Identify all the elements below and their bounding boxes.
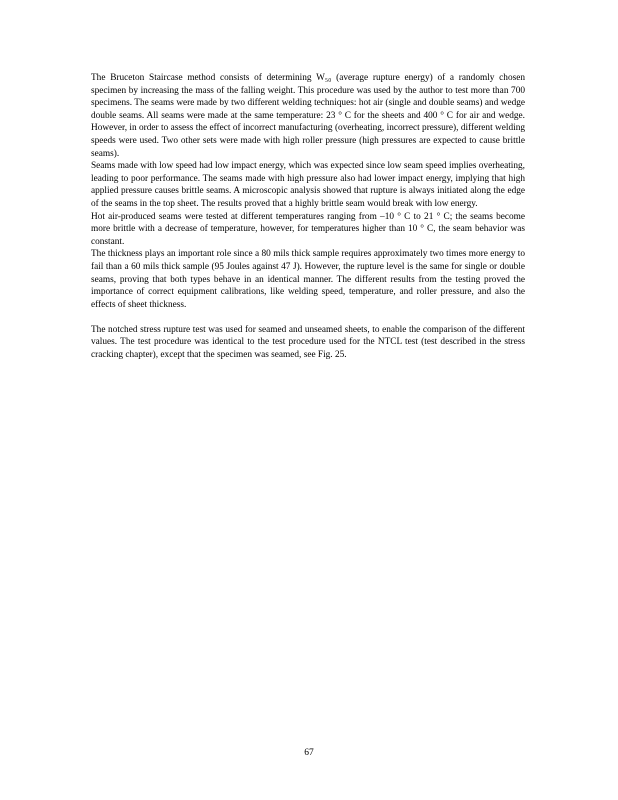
paragraph-bruceton-method: The Bruceton Staircase method consists of determining W₅₀ (average rupture energy) of a randomly chosen specimen by increasing the mass of the falling weight. This procedure was used by the author to test more than 700 specimens. The seams were made by two different welding techniques: hot air (single and double seams) and wedge double seams. All seams were made at the same temperature: 23 ° C for the sheets and 400 ° C for air and wedge. However, in order to assess the effect of incorrect manufacturing (overheating, incorrect pressure), different welding speeds were used. Two other sets were made with high roller pressure (high pressures are expected to cause brittle seams). [91,73,525,159]
paragraph-notched-stress-test: The notched stress rupture test was used for seamed and unseamed sheets, to enable the comparison of the different values. The test procedure was identical to the test procedure used for the NTCL test (test described in the stress cracking chapter), except that the specimen was seamed, see Fig. 25. [91,324,525,361]
paragraph-thickness-results: The thickness plays an important role since a 80 mils thick sample requires approximately two times more energy to fail than a 60 mils thick sample (95 Joules against 47 J). However, the rupture level is the same for single or double seams, proving that both types behave in an identical manner. The different results from the testing proved the importance of correct equipment calibrations, like welding speed, temperature, and roller pressure, and also the effects of sheet thickness. [91,249,525,310]
page-number: 67 [304,748,314,758]
paragraph-temperature-results: Hot air-produced seams were tested at different temperatures ranging from –10 ° C to 21 ° C; the seams become more brittle with a decrease of temperature, however, for temperatures higher than 10 ° C, the seam behavior was constant. [91,211,525,247]
paragraph-seam-speed-results: Seams made with low speed had low impact energy, which was expected since low seam speed implies overheating, leading to poor performance. The seams made with high pressure also had lower impact energy, implying that high applied pressure causes brittle seams. A microscopic analysis showed that rupture is always initiated along the edge of the seams in the top sheet. The results proved that a highly brittle seam would break with low energy. [91,161,525,209]
body-text [91,72,525,362]
